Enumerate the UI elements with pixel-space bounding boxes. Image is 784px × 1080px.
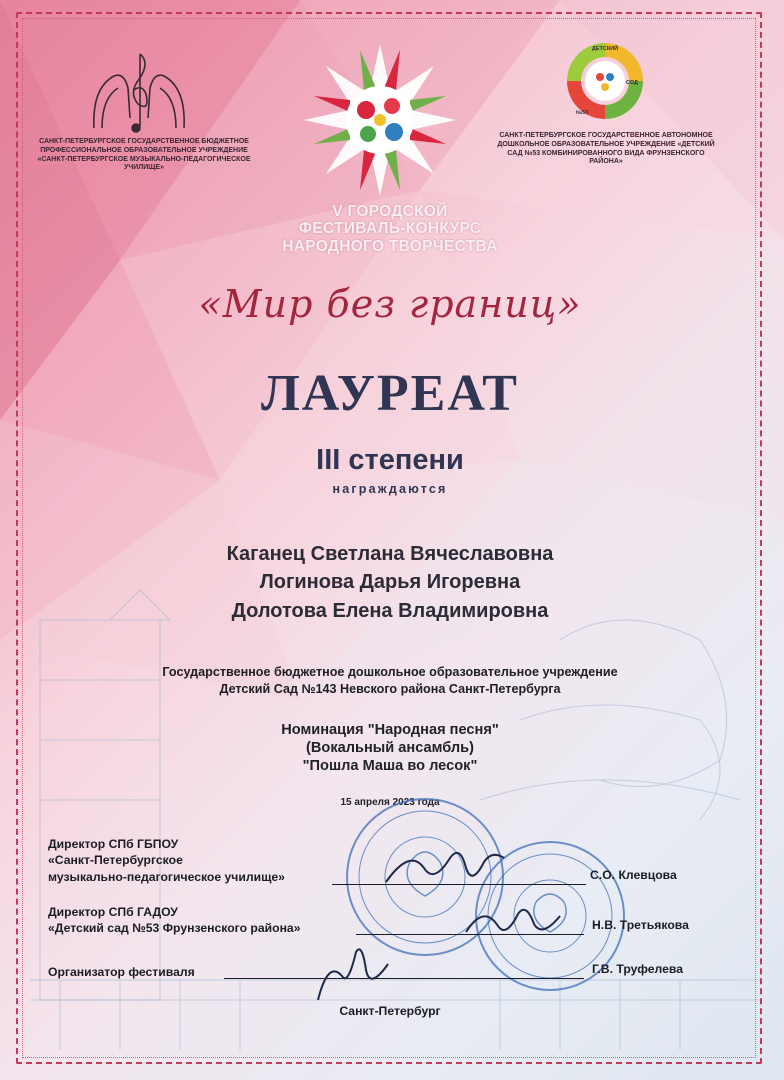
signature-role-line: Директор СПб ГБПОУ <box>48 837 179 851</box>
nomination-line1: Номинация "Народная песня" <box>281 722 499 738</box>
festival-motto: «Мир без границ» <box>198 282 582 326</box>
signature-role-1 <box>48 836 285 885</box>
logo-word-right: СОД <box>626 80 638 86</box>
nomination <box>180 722 600 775</box>
signature-role-line: Организатор фестиваля <box>48 965 195 979</box>
organizer-right-text: САНКТ-ПЕТЕРБУРГСКОЕ ГОСУДАРСТВЕННОЕ АВТОНОМНОЕ ДОШКОЛЬНОЕ ОБРАЗОВАТЕЛЬНОЕ УЧРЕЖДЕНИЕ «ДЕТСКИЙ САД №53 КОМБИНИРОВАННОГО ВИДА ФРУНЗЕНСКОГО РАЙОНА» <box>497 132 715 166</box>
nomination-line2: (Вокальный ансамбль) <box>306 739 474 756</box>
recipient-name: Логинова Дарья Игоревна <box>259 571 521 594</box>
institution <box>80 664 700 698</box>
signature-role-line: музыкально-педагогическое училище» <box>48 869 285 884</box>
signature-role-line: «Санкт-Петербургское <box>48 853 183 868</box>
festival-flower-emblem <box>300 40 460 200</box>
signature-role-line: Директор СПб ГАДОУ <box>48 905 178 919</box>
recipient-name: Долотова Елена Владимировна <box>231 599 549 622</box>
awarded-label: награждаются <box>332 482 448 496</box>
kindergarten-logo <box>562 38 648 124</box>
signer-name-1: С.О. Клевцова <box>590 868 677 882</box>
festival-title-line2: ФЕСТИВАЛЬ-КОНКУРС <box>298 220 482 238</box>
festival-title-line3: НАРОДНОГО ТВОРЧЕСТВА <box>282 237 498 255</box>
festival-title-line1: V ГОРОДСКОЙ <box>332 203 448 220</box>
recipient-name: Каганец Светлана Вячеславовна <box>226 543 554 565</box>
logo-word-top: ДЕТСКИЙ <box>591 46 619 52</box>
music-hands-logo <box>84 48 194 138</box>
logo-word-bottom: №53 <box>575 110 589 116</box>
nomination-line3: "Пошла Маша во лесок" <box>302 757 478 774</box>
institution-line1: Государственное бюджетное дошкольное образовательное учреждение <box>162 665 618 679</box>
recipients-list <box>110 540 670 625</box>
signature-role-2 <box>48 904 301 937</box>
signer-name-2: Н.В. Третьякова <box>592 918 689 932</box>
award-title: ЛАУРЕАТ <box>260 365 519 422</box>
signature-role-line: «Детский сад №53 Фрунзенского района» <box>48 921 301 936</box>
city: Санкт-Петербург <box>339 1004 441 1018</box>
signature-line-3 <box>224 978 584 979</box>
award-degree: III степени <box>316 444 464 476</box>
institution-line2: Детский Сад №143 Невского района Санкт-Петербурга <box>219 682 561 696</box>
festival-title <box>220 203 560 255</box>
award-date: 15 апреля 2023 года <box>340 797 440 808</box>
signature-3 <box>308 940 398 1010</box>
signature-2 <box>460 898 570 948</box>
signature <box>380 838 510 898</box>
signer-name-3: Г.В. Труфелева <box>592 962 683 976</box>
organizer-left-text: САНКТ-ПЕТЕРБУРГСКОЕ ГОСУДАРСТВЕННОЕ БЮДЖЕТНОЕ ПРОФЕССИОНАЛЬНОЕ ОБРАЗОВАТЕЛЬНОЕ УЧРЕЖДЕНИЕ «САНКТ-ПЕТЕРБУРГСКОЕ МУЗЫКАЛЬНО-ПЕДАГОГИЧЕСКОЕ УЧИЛИЩЕ» <box>37 138 251 172</box>
signature-role-3 <box>48 964 195 980</box>
